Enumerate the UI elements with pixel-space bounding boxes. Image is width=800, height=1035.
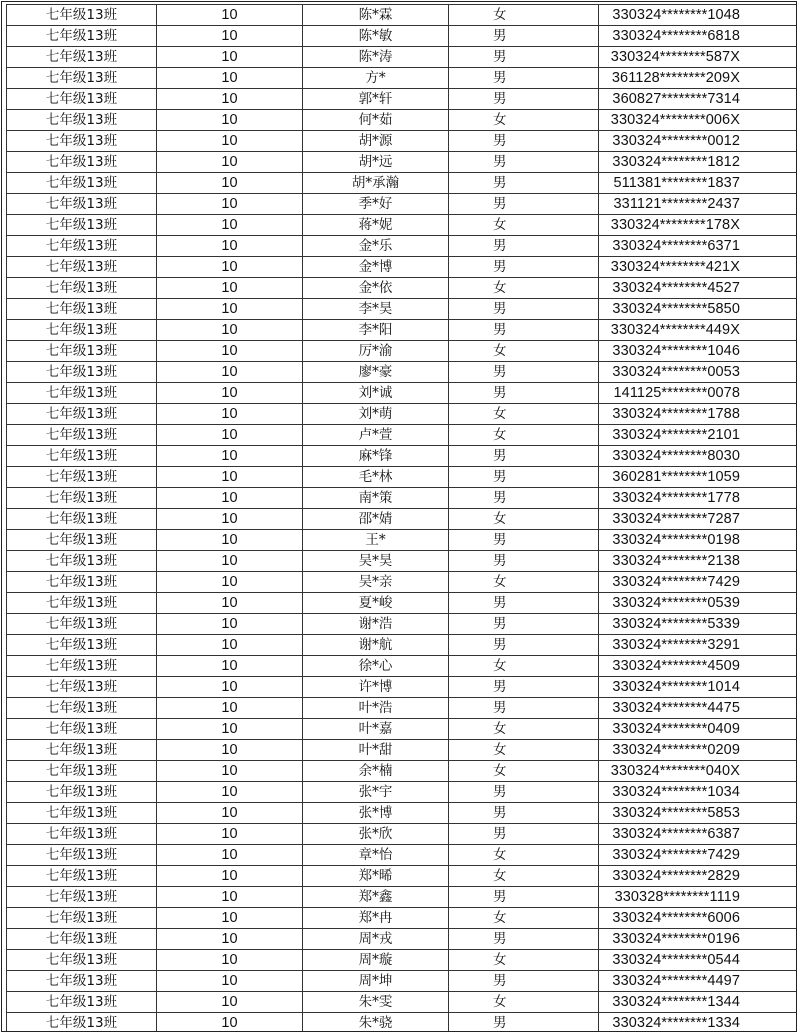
name-cell: 吴*亲 — [303, 572, 449, 593]
table-row — [7, 110, 797, 131]
name-cell: 许*博 — [303, 677, 449, 698]
number-cell: 10 — [157, 845, 303, 866]
id-number-cell: 330324********1048 — [599, 5, 797, 26]
gender-cell: 女 — [449, 5, 599, 26]
name-cell: 夏*峻 — [303, 593, 449, 614]
gender-cell: 女 — [449, 509, 599, 530]
table-row — [7, 446, 797, 467]
number-cell: 10 — [157, 467, 303, 488]
name-cell: 南*策 — [303, 488, 449, 509]
table-row — [7, 278, 797, 299]
gender-cell: 女 — [449, 215, 599, 236]
id-number-cell: 330324********0198 — [599, 530, 797, 551]
class-cell: 七年级13班 — [7, 131, 157, 152]
gender-cell: 男 — [449, 467, 599, 488]
name-cell: 谢*浩 — [303, 614, 449, 635]
class-cell: 七年级13班 — [7, 614, 157, 635]
number-cell: 10 — [157, 383, 303, 404]
number-cell: 10 — [157, 719, 303, 740]
number-cell: 10 — [157, 320, 303, 341]
class-cell: 七年级13班 — [7, 971, 157, 992]
number-cell: 10 — [157, 908, 303, 929]
name-cell: 金*依 — [303, 278, 449, 299]
id-number-cell: 141125********0078 — [599, 383, 797, 404]
class-cell: 七年级13班 — [7, 152, 157, 173]
table-row — [7, 1013, 797, 1033]
table-row — [7, 845, 797, 866]
name-cell: 廖*豪 — [303, 362, 449, 383]
class-cell: 七年级13班 — [7, 215, 157, 236]
name-cell: 张*宇 — [303, 782, 449, 803]
gender-cell: 女 — [449, 908, 599, 929]
number-cell: 10 — [157, 929, 303, 950]
id-number-cell: 330324********4509 — [599, 656, 797, 677]
gender-cell: 男 — [449, 677, 599, 698]
table-row — [7, 131, 797, 152]
id-number-cell: 511381********1837 — [599, 173, 797, 194]
class-cell: 七年级13班 — [7, 278, 157, 299]
id-number-cell: 361128********209X — [599, 68, 797, 89]
id-number-cell: 330324********421X — [599, 257, 797, 278]
table-row — [7, 341, 797, 362]
id-number-cell: 331121********2437 — [599, 194, 797, 215]
id-number-cell: 330324********2138 — [599, 551, 797, 572]
id-number-cell: 330324********0539 — [599, 593, 797, 614]
name-cell: 叶*甜 — [303, 740, 449, 761]
table-row — [7, 740, 797, 761]
id-number-cell: 330324********0196 — [599, 929, 797, 950]
name-cell: 朱*雯 — [303, 992, 449, 1013]
id-number-cell: 330324********1334 — [599, 1013, 797, 1033]
table-row — [7, 971, 797, 992]
class-cell: 七年级13班 — [7, 593, 157, 614]
table-row — [7, 362, 797, 383]
table-row — [7, 425, 797, 446]
gender-cell: 男 — [449, 803, 599, 824]
number-cell: 10 — [157, 677, 303, 698]
name-cell: 刘*诚 — [303, 383, 449, 404]
table-row — [7, 215, 797, 236]
id-number-cell: 330324********2829 — [599, 866, 797, 887]
id-number-cell: 360827********7314 — [599, 89, 797, 110]
name-cell: 徐*心 — [303, 656, 449, 677]
number-cell: 10 — [157, 887, 303, 908]
id-number-cell: 330324********1788 — [599, 404, 797, 425]
id-number-cell: 330324********6387 — [599, 824, 797, 845]
table-row — [7, 950, 797, 971]
table-row — [7, 887, 797, 908]
id-number-cell: 330324********0409 — [599, 719, 797, 740]
number-cell: 10 — [157, 194, 303, 215]
class-cell: 七年级13班 — [7, 845, 157, 866]
id-number-cell: 330324********3291 — [599, 635, 797, 656]
number-cell: 10 — [157, 593, 303, 614]
name-cell: 毛*林 — [303, 467, 449, 488]
name-cell: 金*乐 — [303, 236, 449, 257]
class-cell: 七年级13班 — [7, 950, 157, 971]
name-cell: 麻*锋 — [303, 446, 449, 467]
table-body — [7, 5, 797, 1033]
gender-cell: 男 — [449, 446, 599, 467]
class-cell: 七年级13班 — [7, 635, 157, 656]
id-number-cell: 330324********6006 — [599, 908, 797, 929]
gender-cell: 女 — [449, 425, 599, 446]
gender-cell: 女 — [449, 404, 599, 425]
gender-cell: 男 — [449, 488, 599, 509]
number-cell: 10 — [157, 68, 303, 89]
name-cell: 郭*轩 — [303, 89, 449, 110]
class-cell: 七年级13班 — [7, 908, 157, 929]
name-cell: 金*博 — [303, 257, 449, 278]
class-cell: 七年级13班 — [7, 530, 157, 551]
gender-cell: 男 — [449, 362, 599, 383]
id-number-cell: 330324********7429 — [599, 845, 797, 866]
number-cell: 10 — [157, 971, 303, 992]
number-cell: 10 — [157, 47, 303, 68]
gender-cell: 男 — [449, 257, 599, 278]
number-cell: 10 — [157, 698, 303, 719]
number-cell: 10 — [157, 299, 303, 320]
id-number-cell: 330324********1812 — [599, 152, 797, 173]
gender-cell: 男 — [449, 68, 599, 89]
gender-cell: 男 — [449, 824, 599, 845]
gender-cell: 男 — [449, 698, 599, 719]
name-cell: 胡*承瀚 — [303, 173, 449, 194]
class-cell: 七年级13班 — [7, 236, 157, 257]
number-cell: 10 — [157, 530, 303, 551]
gender-cell: 男 — [449, 593, 599, 614]
gender-cell: 女 — [449, 572, 599, 593]
class-cell: 七年级13班 — [7, 761, 157, 782]
number-cell: 10 — [157, 152, 303, 173]
number-cell: 10 — [157, 803, 303, 824]
table-row — [7, 908, 797, 929]
name-cell: 郑*鑫 — [303, 887, 449, 908]
name-cell: 叶*浩 — [303, 698, 449, 719]
gender-cell: 女 — [449, 992, 599, 1013]
gender-cell: 男 — [449, 635, 599, 656]
id-number-cell: 360281********1059 — [599, 467, 797, 488]
class-cell: 七年级13班 — [7, 719, 157, 740]
name-cell: 吴*昊 — [303, 551, 449, 572]
number-cell: 10 — [157, 1013, 303, 1033]
table-row — [7, 236, 797, 257]
table-row — [7, 677, 797, 698]
number-cell: 10 — [157, 257, 303, 278]
number-cell: 10 — [157, 26, 303, 47]
number-cell: 10 — [157, 425, 303, 446]
gender-cell: 男 — [449, 131, 599, 152]
gender-cell: 男 — [449, 383, 599, 404]
class-cell: 七年级13班 — [7, 929, 157, 950]
gender-cell: 女 — [449, 278, 599, 299]
name-cell: 余*楠 — [303, 761, 449, 782]
id-number-cell: 330324********449X — [599, 320, 797, 341]
table-row — [7, 299, 797, 320]
table-row — [7, 320, 797, 341]
name-cell: 刘*萌 — [303, 404, 449, 425]
gender-cell: 男 — [449, 47, 599, 68]
gender-cell: 男 — [449, 320, 599, 341]
class-cell: 七年级13班 — [7, 551, 157, 572]
table-row — [7, 698, 797, 719]
class-cell: 七年级13班 — [7, 698, 157, 719]
number-cell: 10 — [157, 950, 303, 971]
id-number-cell: 330324********4475 — [599, 698, 797, 719]
student-table — [6, 4, 797, 1032]
name-cell: 叶*嘉 — [303, 719, 449, 740]
name-cell: 邵*婧 — [303, 509, 449, 530]
number-cell: 10 — [157, 341, 303, 362]
table-row — [7, 47, 797, 68]
number-cell: 10 — [157, 446, 303, 467]
gender-cell: 男 — [449, 551, 599, 572]
id-number-cell: 330324********1014 — [599, 677, 797, 698]
table-row — [7, 572, 797, 593]
class-cell: 七年级13班 — [7, 677, 157, 698]
table-row — [7, 509, 797, 530]
table-row — [7, 173, 797, 194]
gender-cell: 女 — [449, 740, 599, 761]
id-number-cell: 330324********5339 — [599, 614, 797, 635]
class-cell: 七年级13班 — [7, 173, 157, 194]
class-cell: 七年级13班 — [7, 299, 157, 320]
gender-cell: 男 — [449, 971, 599, 992]
table-row — [7, 656, 797, 677]
id-number-cell: 330324********0209 — [599, 740, 797, 761]
number-cell: 10 — [157, 236, 303, 257]
table-row — [7, 803, 797, 824]
number-cell: 10 — [157, 635, 303, 656]
number-cell: 10 — [157, 509, 303, 530]
gender-cell: 男 — [449, 194, 599, 215]
class-cell: 七年级13班 — [7, 866, 157, 887]
number-cell: 10 — [157, 614, 303, 635]
class-cell: 七年级13班 — [7, 887, 157, 908]
class-cell: 七年级13班 — [7, 425, 157, 446]
table-row — [7, 488, 797, 509]
class-cell: 七年级13班 — [7, 509, 157, 530]
name-cell: 季*好 — [303, 194, 449, 215]
gender-cell: 女 — [449, 950, 599, 971]
id-number-cell: 330324********2101 — [599, 425, 797, 446]
number-cell: 10 — [157, 5, 303, 26]
gender-cell: 男 — [449, 236, 599, 257]
name-cell: 陈*涛 — [303, 47, 449, 68]
id-number-cell: 330324********1034 — [599, 782, 797, 803]
id-number-cell: 330324********4527 — [599, 278, 797, 299]
table-row — [7, 530, 797, 551]
name-cell: 方* — [303, 68, 449, 89]
gender-cell: 男 — [449, 530, 599, 551]
number-cell: 10 — [157, 362, 303, 383]
number-cell: 10 — [157, 110, 303, 131]
table-row — [7, 929, 797, 950]
id-number-cell: 330324********0544 — [599, 950, 797, 971]
name-cell: 章*怡 — [303, 845, 449, 866]
table-row — [7, 152, 797, 173]
class-cell: 七年级13班 — [7, 194, 157, 215]
name-cell: 周*戎 — [303, 929, 449, 950]
class-cell: 七年级13班 — [7, 740, 157, 761]
name-cell: 张*博 — [303, 803, 449, 824]
gender-cell: 男 — [449, 152, 599, 173]
table-row — [7, 26, 797, 47]
number-cell: 10 — [157, 761, 303, 782]
class-cell: 七年级13班 — [7, 782, 157, 803]
gender-cell: 男 — [449, 1013, 599, 1033]
id-number-cell: 330324********7287 — [599, 509, 797, 530]
id-number-cell: 330324********1046 — [599, 341, 797, 362]
class-cell: 七年级13班 — [7, 1013, 157, 1033]
class-cell: 七年级13班 — [7, 341, 157, 362]
name-cell: 陈*敏 — [303, 26, 449, 47]
name-cell: 何*茹 — [303, 110, 449, 131]
name-cell: 厉*渝 — [303, 341, 449, 362]
class-cell: 七年级13班 — [7, 47, 157, 68]
class-cell: 七年级13班 — [7, 26, 157, 47]
table-row — [7, 761, 797, 782]
name-cell: 陈*霖 — [303, 5, 449, 26]
number-cell: 10 — [157, 89, 303, 110]
class-cell: 七年级13班 — [7, 404, 157, 425]
name-cell: 王* — [303, 530, 449, 551]
table-row — [7, 635, 797, 656]
number-cell: 10 — [157, 173, 303, 194]
number-cell: 10 — [157, 215, 303, 236]
gender-cell: 男 — [449, 887, 599, 908]
gender-cell: 女 — [449, 866, 599, 887]
gender-cell: 男 — [449, 299, 599, 320]
class-cell: 七年级13班 — [7, 572, 157, 593]
table-row — [7, 89, 797, 110]
document-page — [1, 1, 797, 1032]
table-row — [7, 992, 797, 1013]
gender-cell: 男 — [449, 782, 599, 803]
table-row — [7, 593, 797, 614]
table-row — [7, 404, 797, 425]
class-cell: 七年级13班 — [7, 362, 157, 383]
number-cell: 10 — [157, 278, 303, 299]
class-cell: 七年级13班 — [7, 68, 157, 89]
class-cell: 七年级13班 — [7, 824, 157, 845]
class-cell: 七年级13班 — [7, 656, 157, 677]
name-cell: 郑*冉 — [303, 908, 449, 929]
class-cell: 七年级13班 — [7, 992, 157, 1013]
name-cell: 胡*远 — [303, 152, 449, 173]
name-cell: 卢*萱 — [303, 425, 449, 446]
gender-cell: 男 — [449, 173, 599, 194]
table-row — [7, 614, 797, 635]
name-cell: 郑*晞 — [303, 866, 449, 887]
gender-cell: 女 — [449, 761, 599, 782]
id-number-cell: 330324********0053 — [599, 362, 797, 383]
gender-cell: 男 — [449, 929, 599, 950]
name-cell: 胡*源 — [303, 131, 449, 152]
class-cell: 七年级13班 — [7, 320, 157, 341]
class-cell: 七年级13班 — [7, 89, 157, 110]
number-cell: 10 — [157, 782, 303, 803]
name-cell: 李*昊 — [303, 299, 449, 320]
table-row — [7, 68, 797, 89]
class-cell: 七年级13班 — [7, 257, 157, 278]
id-number-cell: 330324********178X — [599, 215, 797, 236]
name-cell: 李*阳 — [303, 320, 449, 341]
table-row — [7, 383, 797, 404]
table-row — [7, 257, 797, 278]
gender-cell: 男 — [449, 89, 599, 110]
id-number-cell: 330324********0012 — [599, 131, 797, 152]
name-cell: 谢*航 — [303, 635, 449, 656]
id-number-cell: 330324********1778 — [599, 488, 797, 509]
table-row — [7, 194, 797, 215]
table-row — [7, 866, 797, 887]
class-cell: 七年级13班 — [7, 446, 157, 467]
id-number-cell: 330324********040X — [599, 761, 797, 782]
name-cell: 周*璇 — [303, 950, 449, 971]
number-cell: 10 — [157, 866, 303, 887]
name-cell: 蒋*妮 — [303, 215, 449, 236]
table-row — [7, 824, 797, 845]
id-number-cell: 330324********5850 — [599, 299, 797, 320]
number-cell: 10 — [157, 404, 303, 425]
table-row — [7, 467, 797, 488]
gender-cell: 女 — [449, 719, 599, 740]
number-cell: 10 — [157, 551, 303, 572]
name-cell: 朱*骁 — [303, 1013, 449, 1033]
id-number-cell: 330324********8030 — [599, 446, 797, 467]
name-cell: 周*坤 — [303, 971, 449, 992]
gender-cell: 男 — [449, 614, 599, 635]
id-number-cell: 330324********587X — [599, 47, 797, 68]
gender-cell: 女 — [449, 845, 599, 866]
id-number-cell: 330324********1344 — [599, 992, 797, 1013]
number-cell: 10 — [157, 572, 303, 593]
gender-cell: 男 — [449, 26, 599, 47]
id-number-cell: 330328********1119 — [599, 887, 797, 908]
gender-cell: 女 — [449, 110, 599, 131]
id-number-cell: 330324********6371 — [599, 236, 797, 257]
table-row — [7, 551, 797, 572]
table-row — [7, 719, 797, 740]
id-number-cell: 330324********7429 — [599, 572, 797, 593]
table-row — [7, 782, 797, 803]
class-cell: 七年级13班 — [7, 467, 157, 488]
gender-cell: 女 — [449, 656, 599, 677]
name-cell: 张*欣 — [303, 824, 449, 845]
table-row — [7, 5, 797, 26]
number-cell: 10 — [157, 131, 303, 152]
number-cell: 10 — [157, 488, 303, 509]
class-cell: 七年级13班 — [7, 110, 157, 131]
number-cell: 10 — [157, 824, 303, 845]
id-number-cell: 330324********4497 — [599, 971, 797, 992]
id-number-cell: 330324********006X — [599, 110, 797, 131]
id-number-cell: 330324********5853 — [599, 803, 797, 824]
number-cell: 10 — [157, 740, 303, 761]
class-cell: 七年级13班 — [7, 383, 157, 404]
id-number-cell: 330324********6818 — [599, 26, 797, 47]
number-cell: 10 — [157, 656, 303, 677]
class-cell: 七年级13班 — [7, 488, 157, 509]
class-cell: 七年级13班 — [7, 5, 157, 26]
number-cell: 10 — [157, 992, 303, 1013]
class-cell: 七年级13班 — [7, 803, 157, 824]
gender-cell: 女 — [449, 341, 599, 362]
